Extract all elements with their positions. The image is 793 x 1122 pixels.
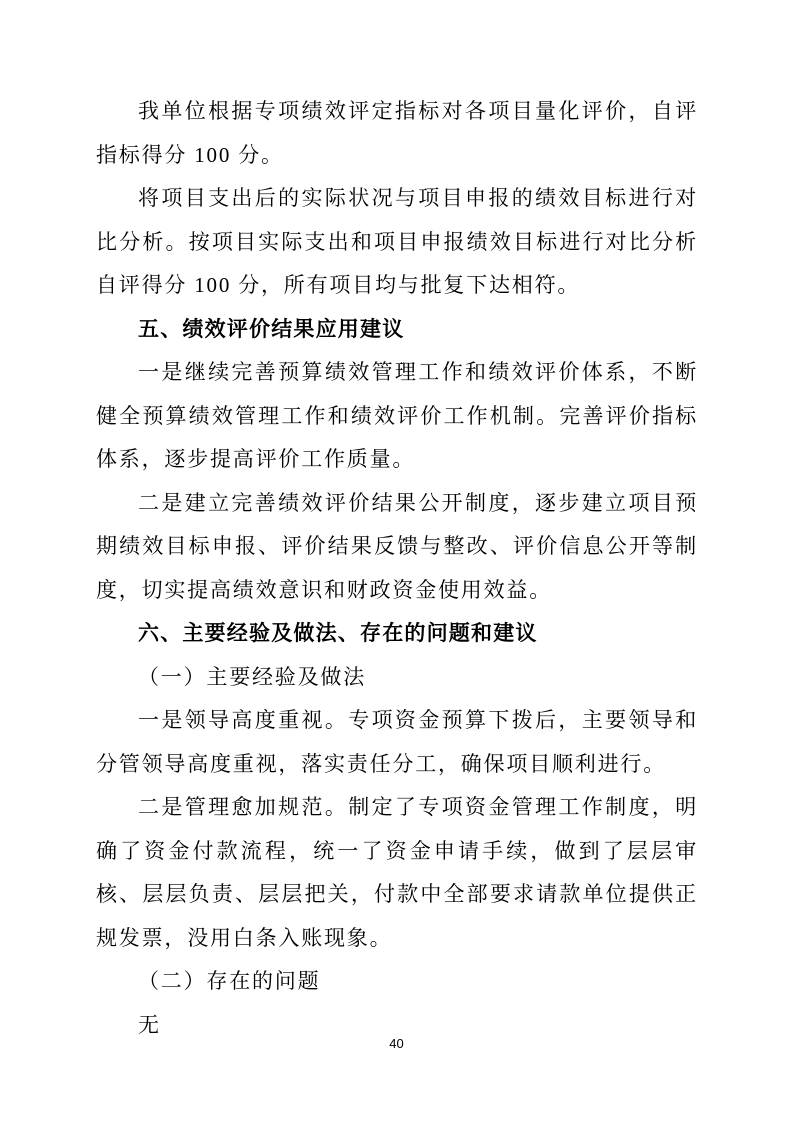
body-paragraph: 二是管理愈加规范。制定了专项资金管理工作制度，明确了资金付款流程，统一了资金申请手续，做到了层层审核、层层负责、层层把关，付款中全部要求请款单位提供正规发票，没用白条入账现象。 xyxy=(96,795,698,950)
body-paragraph: 一是领导高度重视。专项资金预算下拨后，主要领导和分管领导高度重视，落实责任分工，确保项目顺利进行。 xyxy=(96,708,698,776)
body-paragraph: 二是建立完善绩效评价结果公开制度，逐步建立项目预期绩效目标申报、评价结果反馈与整改、评价信息公开等制度，切实提高绩效意识和财政资金使用效益。 xyxy=(96,490,698,602)
body-paragraph: 我单位根据专项绩效评定指标对各项目量化评价，自评指标得分 100 分。 xyxy=(96,99,698,167)
body-paragraph: （二）存在的问题 xyxy=(138,969,321,993)
section-heading: 五、绩效评价结果应用建议 xyxy=(138,316,405,341)
body-paragraph: （一）主要经验及做法 xyxy=(138,664,366,689)
body-paragraph: 一是继续完善预算绩效管理工作和绩效评价体系，不断健全预算绩效管理工作和绩效评价工作机制。完善评价指标体系，逐步提高评价工作质量。 xyxy=(96,360,698,471)
page-footer xyxy=(0,1036,793,1051)
section-heading: 六、主要经验及做法、存在的问题和建议 xyxy=(138,621,538,645)
body-paragraph: 无 xyxy=(138,1012,161,1037)
body-paragraph: 将项目支出后的实际状况与项目申报的绩效目标进行对比分析。按项目实际支出和项目申报绩效目标进行对比分析自评得分 100 分，所有项目均与批复下达相符。 xyxy=(96,186,698,297)
document-body xyxy=(96,90,698,1047)
page-number: 40 xyxy=(389,1036,404,1051)
